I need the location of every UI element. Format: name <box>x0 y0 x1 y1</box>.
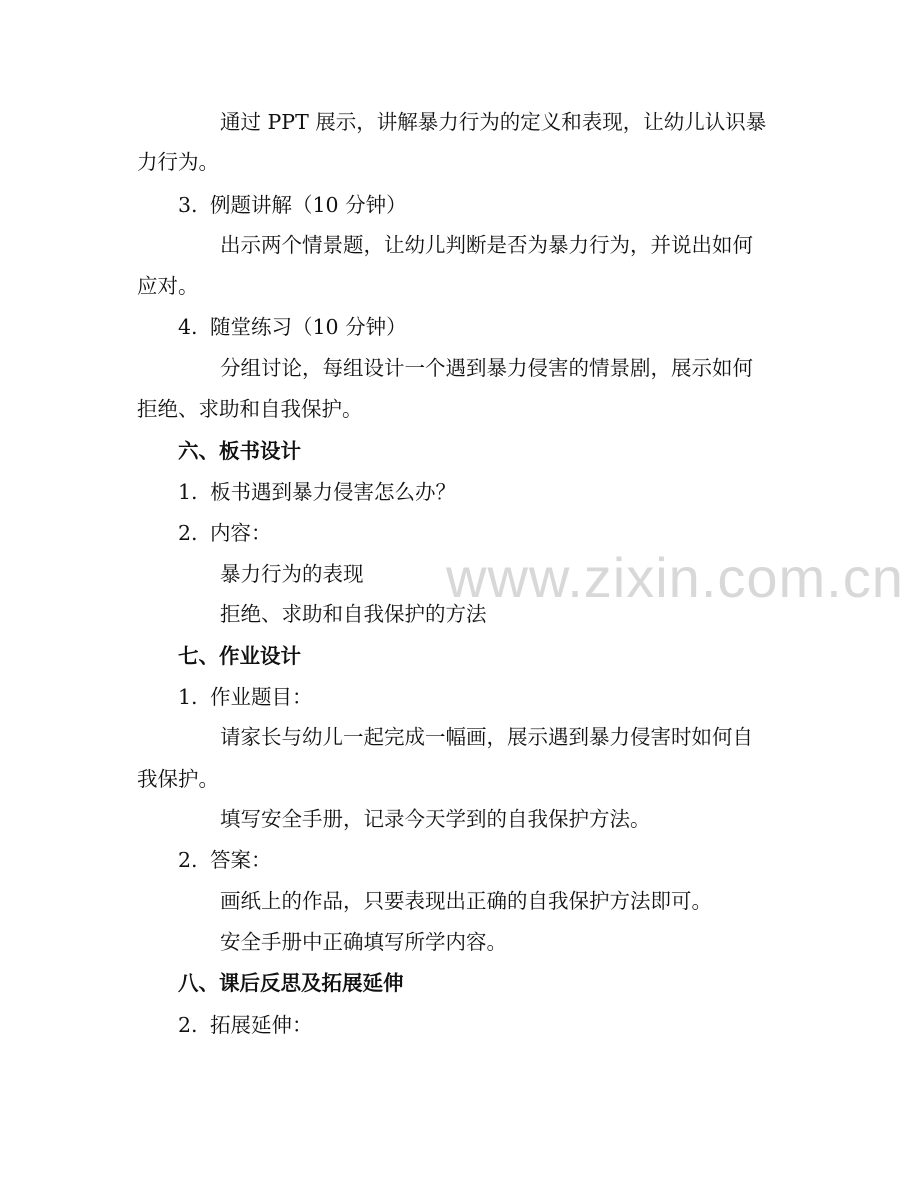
item-text: 内容： <box>210 521 272 545</box>
paragraph-line: 填写安全手册，记录今天学到的自我保护方法。 <box>220 807 651 831</box>
paragraph-line: 暴力行为的表现 <box>220 562 364 586</box>
section-heading: 七、作业设计 <box>178 644 301 668</box>
item-number: 2. <box>178 521 198 545</box>
item-text: 随堂练习（10 分钟） <box>210 315 407 339</box>
item-text: 答案： <box>210 848 272 872</box>
paragraph-line: 通过 PPT 展示，讲解暴力行为的定义和表现，让幼儿认识暴 <box>220 110 767 134</box>
paragraph-line: 画纸上的作品，只要表现出正确的自我保护方法即可。 <box>220 889 712 913</box>
section-heading: 八、课后反思及拓展延伸 <box>178 971 404 995</box>
paragraph-line: 我保护。 <box>137 767 219 791</box>
paragraph-line: 应对。 <box>137 274 199 298</box>
numbered-item <box>178 847 272 873</box>
paragraph-line: 安全手册中正确填写所学内容。 <box>220 930 507 954</box>
item-number: 1. <box>178 685 198 709</box>
numbered-item <box>178 1012 313 1038</box>
item-text: 例题讲解（10 分钟） <box>210 193 407 217</box>
item-text: 板书遇到暴力侵害怎么办？ <box>210 480 456 504</box>
numbered-item <box>178 684 313 710</box>
item-text: 拓展延伸： <box>210 1013 313 1037</box>
watermark: www.zixin.com.cn <box>446 546 904 609</box>
paragraph-line: 拒绝、求助和自我保护的方法 <box>220 602 487 626</box>
numbered-item <box>178 520 272 546</box>
numbered-item <box>178 479 456 505</box>
item-text: 作业题目： <box>210 685 313 709</box>
item-number: 3. <box>178 193 198 217</box>
paragraph-line: 出示两个情景题，让幼儿判断是否为暴力行为，并说出如何 <box>220 233 753 257</box>
item-number: 2. <box>178 1013 198 1037</box>
paragraph-line: 力行为。 <box>137 150 219 174</box>
item-number: 4. <box>178 315 198 339</box>
paragraph-line: 请家长与幼儿一起完成一幅画，展示遇到暴力侵害时如何自 <box>220 725 753 749</box>
item-number: 2. <box>178 848 198 872</box>
numbered-item <box>178 314 407 340</box>
item-number: 1. <box>178 480 198 504</box>
paragraph-line: 拒绝、求助和自我保护。 <box>137 397 363 421</box>
section-heading: 六、板书设计 <box>178 439 301 463</box>
paragraph-line: 分组讨论，每组设计一个遇到暴力侵害的情景剧，展示如何 <box>220 356 753 380</box>
numbered-item <box>178 192 407 218</box>
